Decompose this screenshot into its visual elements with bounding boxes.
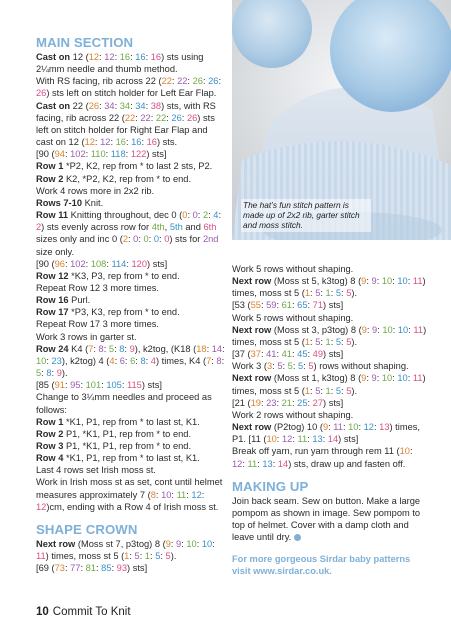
pattern-line: Next row (Moss st 7, p3tog) 8 (9: 9: 10: 10: 11) times, moss st 5 (1: 5: 1: 5: 5).: [36, 538, 215, 562]
pattern-line: Row 24 K4 (7: 8: 5: 8: 9), k2tog, (K18 (18: 14: 10: 23), k2tog) 4 (4: 6: 6: 8: 4) times, K4 (7: 8: 5: 8: 9).: [36, 343, 225, 379]
pattern-line: Row 16 Purl.: [36, 295, 91, 306]
shape-crown-body: [36, 538, 226, 574]
pattern-line: Next row (Moss st 5, k3tog) 8 (9: 9: 10: 10: 11) times, moss st 5 (1: 5: 1: 5: 5).: [232, 276, 426, 299]
pattern-line: Next row (Moss st 1, k3tog) 8 (9: 9: 10: 10: 11) times, moss st 5 (1: 5: 1: 5: 5).: [232, 373, 426, 396]
pattern-line: Row 1 *P2, K2, rep from * to last 2 sts, P2.: [36, 161, 213, 172]
pattern-line: Work in Irish moss st as set, cont until helmet measures approximately 7 (8: 10: 11: 12: 12)cm, ending with a Row 4 of Irish moss st.: [36, 477, 223, 512]
magazine-name: Commit To Knit: [52, 606, 131, 618]
pattern-line: Cast on 12 (12: 12: 16: 16: 16) sts using 2¼mm needle and thumb method.: [36, 52, 204, 75]
pattern-line: [85 (91: 95: 101: 105: 115) sts]: [36, 380, 162, 391]
shape-crown-heading: SHAPE CROWN: [36, 521, 138, 537]
pattern-line: Row 3 P1, *K1, P1, rep from * to end.: [36, 441, 192, 451]
left-column: [36, 35, 226, 574]
pattern-line: Row 11 Knitting throughout, dec 0 (0: 0: 2: 4: 2) sts evenly across row for 4th, 5th and 6th sizes only and inc 0 (2: 0: 0: 0: 0) sts for 2nd size only.: [36, 210, 222, 257]
pattern-line: Row 2 K2, *P2, K2, rep from * to end.: [36, 173, 192, 184]
pattern-line: [90 (96: 102: 108: 114: 120) sts]: [36, 258, 168, 269]
shape-crown-continued: [232, 263, 427, 470]
pattern-line: With RS facing, rib across 22 (22: 22: 26: 26: 26) sts left on stitch holder for Left Ear Flap.: [36, 76, 222, 99]
pattern-line: Work 3 rows in garter st.: [36, 331, 137, 342]
pattern-line: [53 (55: 59: 61: 65: 71) sts]: [232, 300, 344, 311]
pattern-line: Break off yarn, run yarn through rem 11 (10: 12: 11: 13: 14) sts, draw up and fasten off.: [232, 446, 413, 469]
pattern-line: Work 5 rows without shaping.: [232, 312, 354, 323]
pattern-line: Work 5 rows without shaping.: [232, 264, 354, 274]
pattern-line: [90 (94: 102: 110: 118: 122) sts]: [36, 149, 167, 160]
pattern-line: Repeat Row 17 3 more times.: [36, 319, 159, 330]
pattern-line: Row 12 *K3, P3, rep from * to end.: [36, 270, 180, 281]
pattern-line: Repeat Row 12 3 more times.: [36, 282, 159, 293]
pattern-line: Next row (Moss st 3, p3tog) 8 (9: 9: 10: 10: 11) times, moss st 5 (1: 5: 1: 5: 5).: [232, 324, 427, 347]
right-column: [232, 263, 427, 578]
page-footer: [36, 606, 131, 618]
pattern-line: Row 2 P1, *K1, P1, rep from * to end.: [36, 428, 192, 439]
pattern-line: Rows 7-10 Knit.: [36, 197, 104, 208]
pattern-line: Next row (P2tog) 10 (9: 11: 10: 12: 13) times, P1. [11 (10: 12: 11: 13: 14) sts]: [232, 422, 420, 445]
main-section-heading: MAIN SECTION: [36, 35, 134, 50]
main-section-body: [36, 51, 226, 513]
pattern-line: Change to 3¼mm needles and proceed as follows:: [36, 392, 212, 415]
pattern-line: Row 4 *K1, P1, rep from * to last st, K1.: [36, 453, 200, 464]
more-patterns-link[interactable]: For more gorgeous Sirdar baby patterns visit www.sirdar.co.uk.: [232, 554, 411, 577]
page-number: 10: [36, 606, 49, 618]
end-dot-icon: [294, 534, 301, 541]
making-up-paragraph: Join back seam. Sew on button. Make a large pompom as shown in image. Sew pompom to top of helmet. Cover with a damp cloth and leave until dry.: [232, 495, 421, 543]
pattern-line: Work 4 rows more in 2x2 rib.: [36, 185, 155, 196]
pattern-line: [37 (37: 41: 41: 45: 49) sts]: [232, 349, 344, 360]
pattern-line: Work 3 (3: 5: 5: 5: 5) rows without shaping.: [232, 361, 409, 372]
pattern-line: Work 2 rows without shaping.: [232, 409, 354, 420]
pattern-line: Row 1 *K1, P1, rep from * to last st, K1.: [36, 416, 200, 427]
making-up-text: [232, 495, 427, 544]
pattern-line: Last 4 rows set Irish moss st.: [36, 465, 156, 476]
making-up-heading: MAKING UP: [232, 478, 309, 494]
pattern-line: Row 17 *P3, K3, rep from * to end.: [36, 307, 180, 318]
pattern-line: [21 (19: 23: 21: 25: 27) sts]: [232, 397, 344, 408]
photo-caption: The hat’s fun stitch pattern is made up of 2x2 rib, garter stitch and moss stitch.: [241, 199, 371, 232]
pattern-line: [69 (73: 77: 81: 85: 93) sts]: [36, 563, 148, 574]
pattern-line: Cast on 22 (26: 34: 34: 34: 38) sts, with RS facing, rib across 22 (22: 22: 22: 26: 26) sts left on stitch holder for Right Ear Flap and cast on 12 (12: 12: 16: 16: 16) sts.: [36, 100, 216, 148]
